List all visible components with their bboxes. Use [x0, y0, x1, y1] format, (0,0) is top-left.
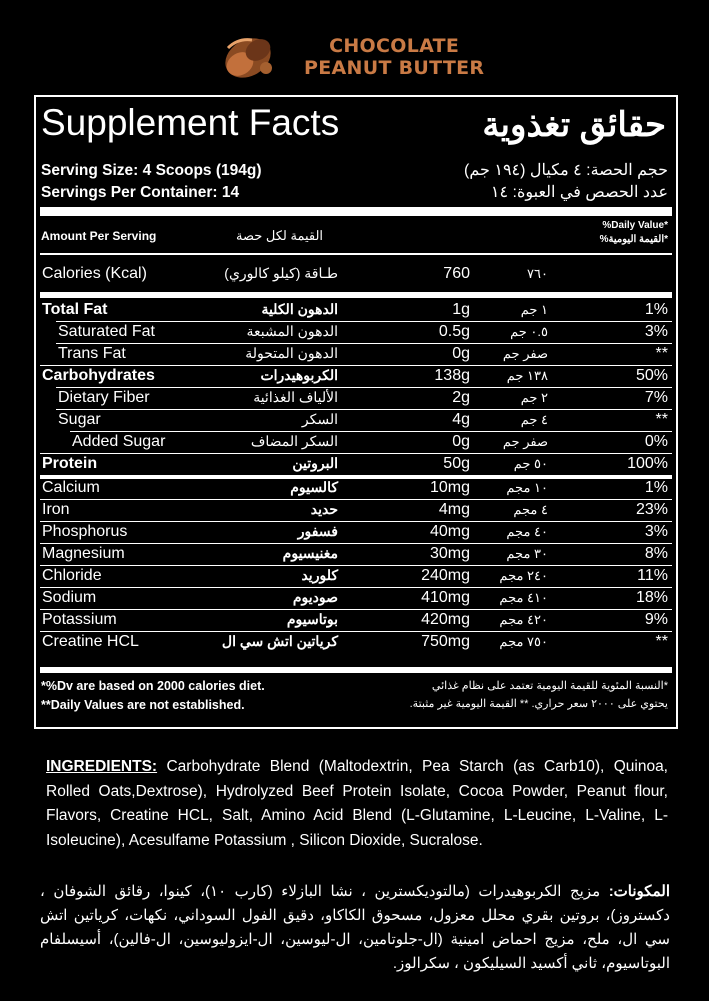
- nutrient-daily-value: 100%: [627, 455, 668, 472]
- brand-line1: CHOCOLATE: [329, 35, 460, 57]
- thick-divider: [40, 292, 672, 298]
- nutrient-amount: 0g: [452, 433, 470, 450]
- nutrient-daily-value: 7%: [644, 389, 668, 406]
- nutrient-name: Added Sugar: [72, 433, 166, 450]
- nutrient-name-ar: البروتين: [292, 455, 338, 471]
- nutrient-amount-ar: ٣٠ مجم: [506, 546, 548, 561]
- nutrient-amount: 10mg: [429, 479, 470, 496]
- divider: [40, 253, 672, 255]
- nutrient-name: Total Fat: [42, 301, 108, 318]
- nutrient-amount-ar: ٤ جم: [520, 412, 548, 427]
- title-ar: حقائق تغذوية: [482, 106, 666, 144]
- nutrient-amount: 0.5g: [438, 323, 470, 340]
- nutrient-row: [40, 565, 672, 587]
- ingredients-label-en: INGREDIENTS:: [46, 758, 158, 775]
- nutrient-name-ar: كرياتين اتش سي ال: [221, 633, 338, 649]
- nutrient-row: [40, 365, 672, 387]
- nutrient-name-ar: كالسيوم: [290, 479, 338, 495]
- nutrient-name-ar: بوتاسيوم: [286, 611, 338, 627]
- nutrient-name-ar: الدهون المشبعة: [246, 323, 338, 339]
- nutrient-name: Dietary Fiber: [58, 389, 150, 406]
- servings-per-container-ar: عدد الحصص في العبوة: ١٤: [490, 184, 668, 201]
- nutrient-amount-ar: ٥٠ جم: [513, 456, 548, 471]
- chocolate-peanut-icon: [218, 28, 280, 84]
- nutrient-name-ar: السكر المضاف: [250, 433, 338, 449]
- nutrient-amount-ar: ١ جم: [520, 302, 548, 317]
- ingredients-label-ar: المكونات:: [608, 883, 670, 900]
- nutrient-daily-value: 3%: [644, 523, 668, 540]
- nutrient-row: [40, 499, 672, 521]
- nutrient-row: [40, 409, 672, 431]
- nutrient-row: [40, 631, 672, 653]
- nutrient-amount-ar: ١٠ مجم: [506, 480, 548, 495]
- nutrient-amount-ar: صفر جم: [502, 346, 548, 361]
- nutrient-name: Carbohydrates: [42, 367, 155, 384]
- supplement-facts-panel: [34, 95, 678, 729]
- brand-line2: PEANUT BUTTER: [304, 57, 485, 79]
- nutrient-row: [40, 453, 672, 475]
- calories-amount: 760: [443, 265, 470, 282]
- nutrient-name: Calcium: [42, 479, 100, 496]
- nutrient-amount-ar: ٢٤٠ مجم: [499, 568, 548, 583]
- amount-per-serving-ar: القيمة لكل حصة: [236, 228, 324, 243]
- nutrient-daily-value: 1%: [644, 479, 668, 496]
- calories-amount-ar: ٧٦٠: [527, 266, 548, 281]
- nutrient-name-ar: صوديوم: [292, 589, 338, 605]
- nutrient-amount: 2g: [452, 389, 470, 406]
- nutrient-amount: 30mg: [429, 545, 470, 562]
- brand-logo: [218, 28, 488, 88]
- nutrient-amount-ar: ١٣٨ جم: [506, 368, 548, 383]
- nutrient-name: Sugar: [58, 411, 101, 428]
- nutrient-amount: 50g: [443, 455, 470, 472]
- nutrient-amount: 4mg: [438, 501, 470, 518]
- nutrient-amount-ar: ٤١٠ مجم: [499, 590, 548, 605]
- thick-divider: [40, 207, 672, 216]
- nutrient-amount-ar: ٠.٥ جم: [510, 324, 548, 339]
- daily-value-en: %Daily Value*: [602, 220, 668, 231]
- nutrient-name-ar: حديد: [310, 501, 338, 517]
- nutrient-daily-value: 3%: [644, 323, 668, 340]
- serving-size-ar: حجم الحصة: ٤ مكيال (١٩٤ جم): [464, 162, 668, 179]
- ingredients-en: [46, 755, 668, 853]
- nutrient-name-ar: كلوريد: [301, 567, 338, 583]
- title-en: Supplement Facts: [41, 102, 340, 143]
- nutrient-name-ar: الدهون المتحولة: [245, 345, 338, 361]
- calories-label: Calories (Kcal): [42, 265, 147, 282]
- nutrient-amount-ar: ٤٠ مجم: [506, 524, 548, 539]
- nutrient-name-ar: الكربوهيدرات: [260, 367, 338, 383]
- ingredients-ar: [40, 880, 670, 976]
- nutrient-row: [40, 587, 672, 609]
- nutrient-name: Creatine HCL: [42, 633, 139, 650]
- nutrient-row: [40, 343, 672, 365]
- nutrient-daily-value: **: [655, 411, 668, 428]
- nutrient-daily-value: 23%: [635, 501, 668, 518]
- ingredients-text-ar: مزيج الكربوهيدرات (مالتوديكسترين ، نشا البازلاء (كارب ١٠)، كينوا، رقائق الشوفان ، دكستروز)، بروتين بقري محلل معزول، مسحوق الكاكاو، دقيق الفول السوداني، نكهات، كرياتين اتش سي ال، ملح، مزيج احماض امينية (ال-جلوتامين، ال-ليوسين، ال-ايزوليوسين، ال-فالين)، أسيسلفام البوتاسيوم، ثاني أكسيد السيليكون ، سكرالوز.: [40, 883, 670, 972]
- nutrient-row: [40, 387, 672, 409]
- nutrient-name-ar: السكر: [301, 411, 338, 427]
- nutrient-amount-ar: صفر جم: [502, 434, 548, 449]
- nutrient-row: [40, 321, 672, 343]
- nutrient-amount: 420mg: [421, 611, 470, 628]
- brand-name: [304, 35, 484, 79]
- nutrient-row: [40, 543, 672, 565]
- nutrient-name: Iron: [42, 501, 70, 518]
- thick-divider: [40, 667, 672, 673]
- nutrient-daily-value: 18%: [635, 589, 668, 606]
- nutrient-amount: 40mg: [429, 523, 470, 540]
- nutrient-name: Trans Fat: [58, 345, 126, 362]
- nutrient-amount: 138g: [434, 367, 470, 384]
- nutrient-amount: 240mg: [421, 567, 470, 584]
- nutrient-daily-value: 8%: [644, 545, 668, 562]
- nutrient-daily-value: **: [655, 633, 668, 650]
- nutrient-amount-ar: ٤٢٠ مجم: [499, 612, 548, 627]
- nutrient-row: [40, 609, 672, 631]
- nutrient-row: [40, 521, 672, 543]
- nutrient-name: Chloride: [42, 567, 102, 584]
- nutrient-name: Potassium: [42, 611, 117, 628]
- amount-per-serving-en: Amount Per Serving: [41, 229, 157, 243]
- nutrient-amount-ar: ٢ جم: [520, 390, 548, 405]
- nutrient-amount-ar: ٧٥٠ مجم: [499, 634, 548, 649]
- footnote-en-2: **Daily Values are not established.: [41, 698, 245, 712]
- servings-per-container-en: Servings Per Container: 14: [41, 184, 240, 201]
- footnote-ar-2: يحتوي على ٢٠٠٠ سعر حراري. ** القيمة اليومية غير مثبتة.: [409, 698, 668, 710]
- ingredients-text-en: Carbohydrate Blend (Maltodextrin, Pea Starch (as Carb10), Quinoa, Rolled Oats,Dextrose), Hydrolyzed Beef Protein Isolate, Cocoa Powder, Peanut flour, Flavors, Creatine HCL, Salt, Amino Acid Blend (L-Glutamine, L-Leucine, L-Valine, L-Isoleucine), Acesulfame Potassium , Silicon Dioxide, Sucralose.: [46, 758, 668, 849]
- nutrient-name: Sodium: [42, 589, 97, 606]
- nutrient-name: Magnesium: [42, 545, 125, 562]
- nutrient-amount: 0g: [452, 345, 470, 362]
- nutrient-name: Protein: [42, 455, 98, 472]
- nutrient-amount: 750mg: [421, 633, 470, 650]
- nutrient-daily-value: 11%: [637, 567, 668, 584]
- nutrient-name: Phosphorus: [42, 523, 128, 540]
- daily-value-ar: *القيمة اليومية%: [599, 234, 668, 245]
- calories-row: [40, 263, 672, 285]
- nutrient-name-ar: مغنيسيوم: [282, 545, 338, 561]
- nutrient-daily-value: 0%: [644, 433, 668, 450]
- calories-label-ar: طـاقة (كيلو كالوري): [224, 265, 338, 281]
- nutrient-name-ar: فسفور: [297, 523, 338, 539]
- nutrient-daily-value: 1%: [644, 301, 668, 318]
- nutrient-daily-value: 50%: [635, 367, 668, 384]
- serving-size-en: Serving Size: 4 Scoops (194g): [41, 162, 262, 179]
- nutrient-daily-value: 9%: [644, 611, 668, 628]
- nutrient-row: [40, 431, 672, 453]
- nutrient-amount: 4g: [452, 411, 470, 428]
- nutrient-amount-ar: ٤ مجم: [513, 502, 548, 517]
- footnote-ar-1: *النسبة المئوية للقيمة اليومية تعتمد على نظام غذائي: [431, 680, 668, 692]
- footnote-en-1: *%Dv are based on 2000 calories diet.: [41, 679, 265, 693]
- nutrient-name-ar: الألياف الغذائية: [253, 389, 338, 405]
- nutrient-row: [40, 299, 672, 321]
- nutrient-row: [40, 477, 672, 499]
- nutrient-amount: 410mg: [421, 589, 470, 606]
- nutrient-amount: 1g: [452, 301, 470, 318]
- nutrient-daily-value: **: [655, 345, 668, 362]
- nutrient-name-ar: الدهون الكلية: [261, 301, 338, 317]
- nutrient-name: Saturated Fat: [58, 323, 155, 340]
